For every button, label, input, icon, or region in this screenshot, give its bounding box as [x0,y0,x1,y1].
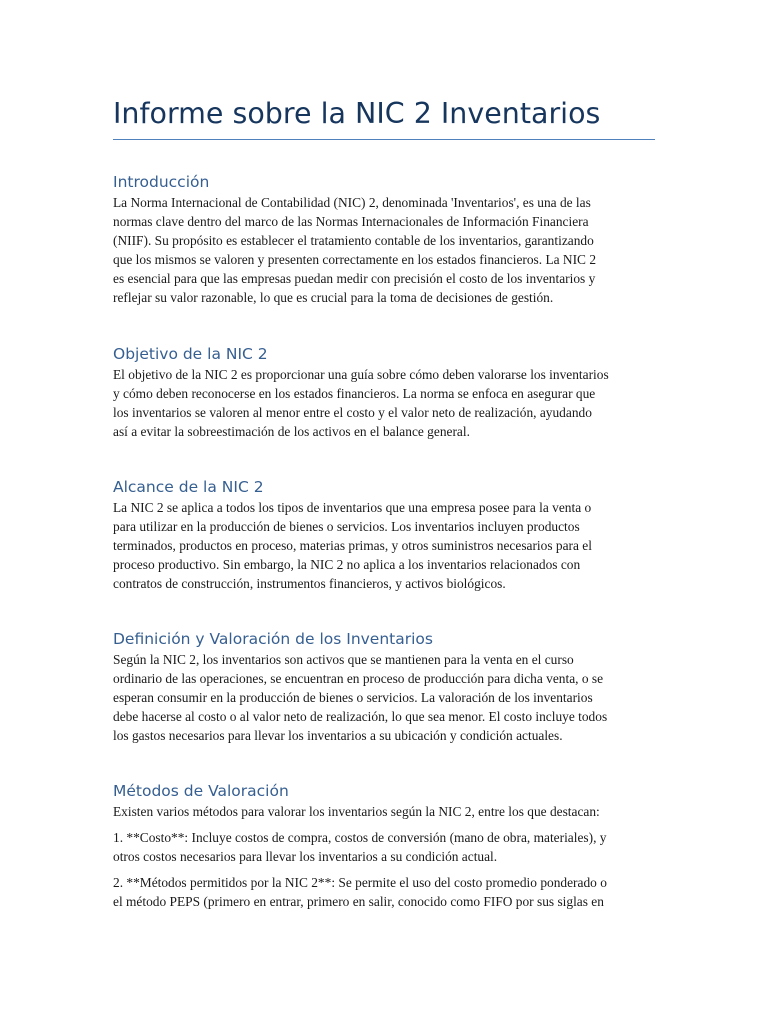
text-line: 2. **Métodos permitidos por la NIC 2**: Se permite el uso del costo promedio ponderado o [113,875,607,890]
text-line: y cómo deben reconocerse en los estados financieros. La norma se enfoca en asegurar que [113,386,596,401]
section-introduccion [113,171,655,307]
paragraph-spacer [113,866,655,873]
section-alcance [113,476,655,593]
text-line: debe hacerse al costo o al valor neto de realización, lo que sea menor. El costo incluye todos [113,709,608,724]
text-line: ordinario de las operaciones, se encuentran en proceso de producción para dicha venta, o se [113,671,604,686]
text-line: contratos de construcción, instrumentos financieros, y activos biológicos. [113,576,506,591]
section-paragraph [113,365,655,441]
section-paragraph [113,193,655,307]
text-line: Según la NIC 2, los inventarios son activos que se mantienen para la venta en el curso [113,652,574,667]
paragraph-spacer [113,821,655,828]
text-line: así a evitar la sobreestimación de los activos en el balance general. [113,424,470,439]
title-underline [113,139,655,140]
text-line: terminados, productos en proceso, materias primas, y otros suministros necesarios para el [113,538,592,553]
document-title: Informe sobre la NIC 2 Inventarios [113,97,601,130]
text-line: La Norma Internacional de Contabilidad (NIC) 2, denominada 'Inventarios', es una de las [113,195,591,210]
text-line: que los mismos se valoren y presenten correctamente en los estados financieros. La NIC 2 [113,252,597,267]
text-line: reflejar su valor razonable, lo que es crucial para la toma de decisiones de gestión. [113,290,554,305]
text-line: para utilizar en la producción de bienes o servicios. Los inventarios incluyen productos [113,519,580,534]
section-heading: Objetivo de la NIC 2 [113,345,268,363]
text-line: los inventarios se valoren al menor entre el costo y el valor neto de realización, ayudando [113,405,592,420]
text-line: otros costos necesarios para llevar los inventarios a su condición actual. [113,849,498,864]
text-line: esperan consumir en la producción de bienes o servicios. La valoración de los inventarios [113,690,593,705]
text-line: 1. **Costo**: Incluye costos de compra, costos de conversión (mano de obra, materiales), y [113,830,607,845]
section-definicion [113,628,655,745]
list-item [113,828,655,866]
section-objetivo [113,343,655,441]
text-line: La NIC 2 se aplica a todos los tipos de inventarios que una empresa posee para la venta o [113,500,592,515]
text-line: es esencial para que las empresas puedan medir con precisión el costo de los inventarios y [113,271,596,286]
section-heading: Introducción [113,173,210,191]
section-heading: Alcance de la NIC 2 [113,478,264,496]
section-paragraph [113,498,655,593]
text-line: normas clave dentro del marco de las Normas Internacionales de Información Financiera [113,214,589,229]
section-metodos [113,780,655,911]
text-line: El objetivo de la NIC 2 es proporcionar una guía sobre cómo deben valorarse los inventarios [113,367,609,382]
text-line: el método PEPS (primero en entrar, primero en salir, conocido como FIFO por sus siglas en [113,894,604,909]
text-line: los gastos necesarios para llevar los inventarios a su ubicación y condición actuales. [113,728,563,743]
text-line: (NIIF). Su propósito es establecer el tratamiento contable de los inventarios, garantizando [113,233,594,248]
text-line: Existen varios métodos para valorar los inventarios según la NIC 2, entre los que destacan: [113,804,600,819]
text-line: proceso productivo. Sin embargo, la NIC 2 no aplica a los inventarios relacionados con [113,557,581,572]
section-paragraph [113,650,655,745]
section-heading: Métodos de Valoración [113,782,289,800]
list-item [113,873,655,911]
section-paragraph [113,802,655,821]
section-heading: Definición y Valoración de los Inventarios [113,630,433,648]
